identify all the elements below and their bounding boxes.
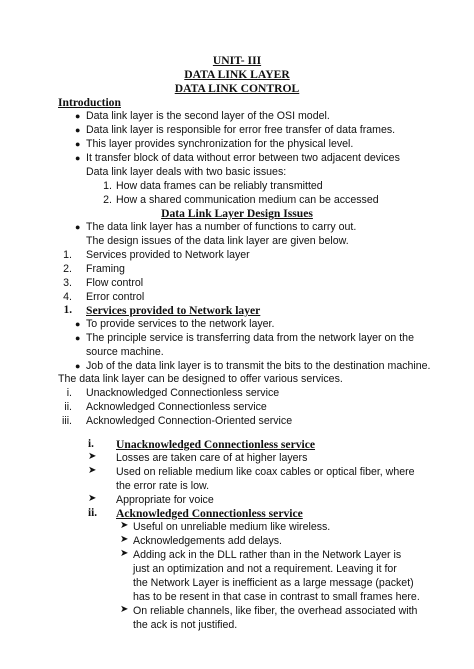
intro-bullet: It transfer block of data without error between two adjacent devices: [86, 152, 400, 164]
design-item-number: 1.: [63, 249, 72, 261]
design-heading: Data Link Layer Design Issues: [161, 207, 313, 220]
title-line-2: DATA LINK CONTROL: [174, 82, 300, 95]
design-item-number: 4.: [63, 291, 72, 303]
unack-point: Losses are taken care of at higher layers: [116, 452, 308, 464]
ack-point-cont: has to be resent in that case in contrast to small frames here.: [133, 591, 420, 603]
design-item-number: 3.: [63, 277, 72, 289]
ack-number: ii.: [88, 507, 98, 519]
ack-heading: Acknowledged Connectionless service: [116, 507, 303, 520]
unack-point: Appropriate for voice: [116, 494, 214, 506]
intro-bullet: This layer provides synchronization for the physical level.: [86, 138, 354, 150]
bullet-dot-icon: ●: [75, 125, 81, 135]
arrow-bullet-icon: ➤: [120, 604, 129, 615]
bullet-dot-icon: ●: [75, 333, 81, 343]
service-type-number: ii.: [64, 401, 72, 413]
service-type: Acknowledged Connection-Oriented service: [86, 415, 293, 427]
issue-number: 1.: [103, 180, 112, 192]
arrow-bullet-icon: ➤: [120, 548, 129, 559]
services-bullet: The principle service is transferring data from the network layer on the: [86, 332, 414, 344]
issue-text: How a shared communication medium can be accessed: [116, 194, 379, 206]
arrow-bullet-icon: ➤: [88, 465, 97, 476]
intro-bullet: Data link layer is the second layer of the OSI model.: [86, 110, 330, 122]
service-type: Acknowledged Connectionless service: [86, 401, 267, 413]
bullet-dot-icon: ●: [75, 361, 81, 371]
title-line-1: DATA LINK LAYER: [184, 68, 290, 81]
issue-text: How data frames can be reliably transmitted: [116, 180, 323, 192]
arrow-bullet-icon: ➤: [88, 451, 97, 462]
unack-number: i.: [88, 438, 94, 450]
ack-point: On reliable channels, like fiber, the overhead associated with: [133, 605, 418, 617]
design-item: Error control: [86, 291, 145, 303]
design-bullet-cont: The design issues of the data link layer are given below.: [86, 235, 349, 247]
services-number: 1.: [63, 304, 72, 316]
ack-point-cont: just an optimization and not a requirement. Leaving it for: [133, 563, 397, 575]
service-type: Unacknowledged Connectionless service: [86, 387, 280, 399]
services-heading: Services provided to Network layer: [86, 304, 261, 317]
issue-number: 2.: [103, 194, 112, 206]
arrow-bullet-icon: ➤: [88, 493, 97, 504]
service-type-number: i.: [66, 387, 72, 399]
unit-title: UNIT- III: [212, 54, 262, 67]
services-designed: The data link layer can be designed to offer various services.: [58, 373, 343, 385]
arrow-bullet-icon: ➤: [120, 520, 129, 531]
ack-point: Acknowledgements add delays.: [133, 535, 282, 547]
ack-point: Useful on unreliable medium like wireless.: [133, 521, 331, 533]
unack-point: Used on reliable medium like coax cables or optical fiber, where: [116, 466, 415, 478]
design-item: Services provided to Network layer: [86, 249, 250, 261]
unack-heading: Unacknowledged Connectionless service: [116, 438, 316, 451]
issues-intro: Data link layer deals with two basic issues:: [86, 166, 287, 178]
bullet-dot-icon: ●: [75, 222, 81, 232]
bullet-dot-icon: ●: [75, 319, 81, 329]
design-bullet: The data link layer has a number of functions to carry out.: [86, 221, 357, 233]
unack-point-cont: the error rate is low.: [116, 480, 210, 492]
ack-point-cont: the Network Layer is inefficient as a large message (packet): [133, 577, 414, 589]
service-type-number: iii.: [61, 415, 72, 427]
intro-bullet: Data link layer is responsible for error free transfer of data frames.: [86, 124, 396, 136]
bullet-dot-icon: ●: [75, 111, 81, 121]
intro-heading: Introduction: [58, 96, 121, 109]
bullet-dot-icon: ●: [75, 139, 81, 149]
design-item-number: 2.: [63, 263, 72, 275]
services-bullet: To provide services to the network layer.: [86, 318, 275, 330]
bullet-dot-icon: ●: [75, 153, 81, 163]
services-bullet-cont: source machine.: [86, 346, 164, 358]
design-item: Framing: [86, 263, 125, 275]
design-item: Flow control: [86, 277, 144, 289]
services-bullet: Job of the data link layer is to transmit the bits to the destination machine.: [86, 360, 431, 372]
ack-point: Adding ack in the DLL rather than in the Network Layer is: [133, 549, 402, 561]
ack-point-cont: the ack is not justified.: [133, 619, 238, 631]
arrow-bullet-icon: ➤: [120, 534, 129, 545]
